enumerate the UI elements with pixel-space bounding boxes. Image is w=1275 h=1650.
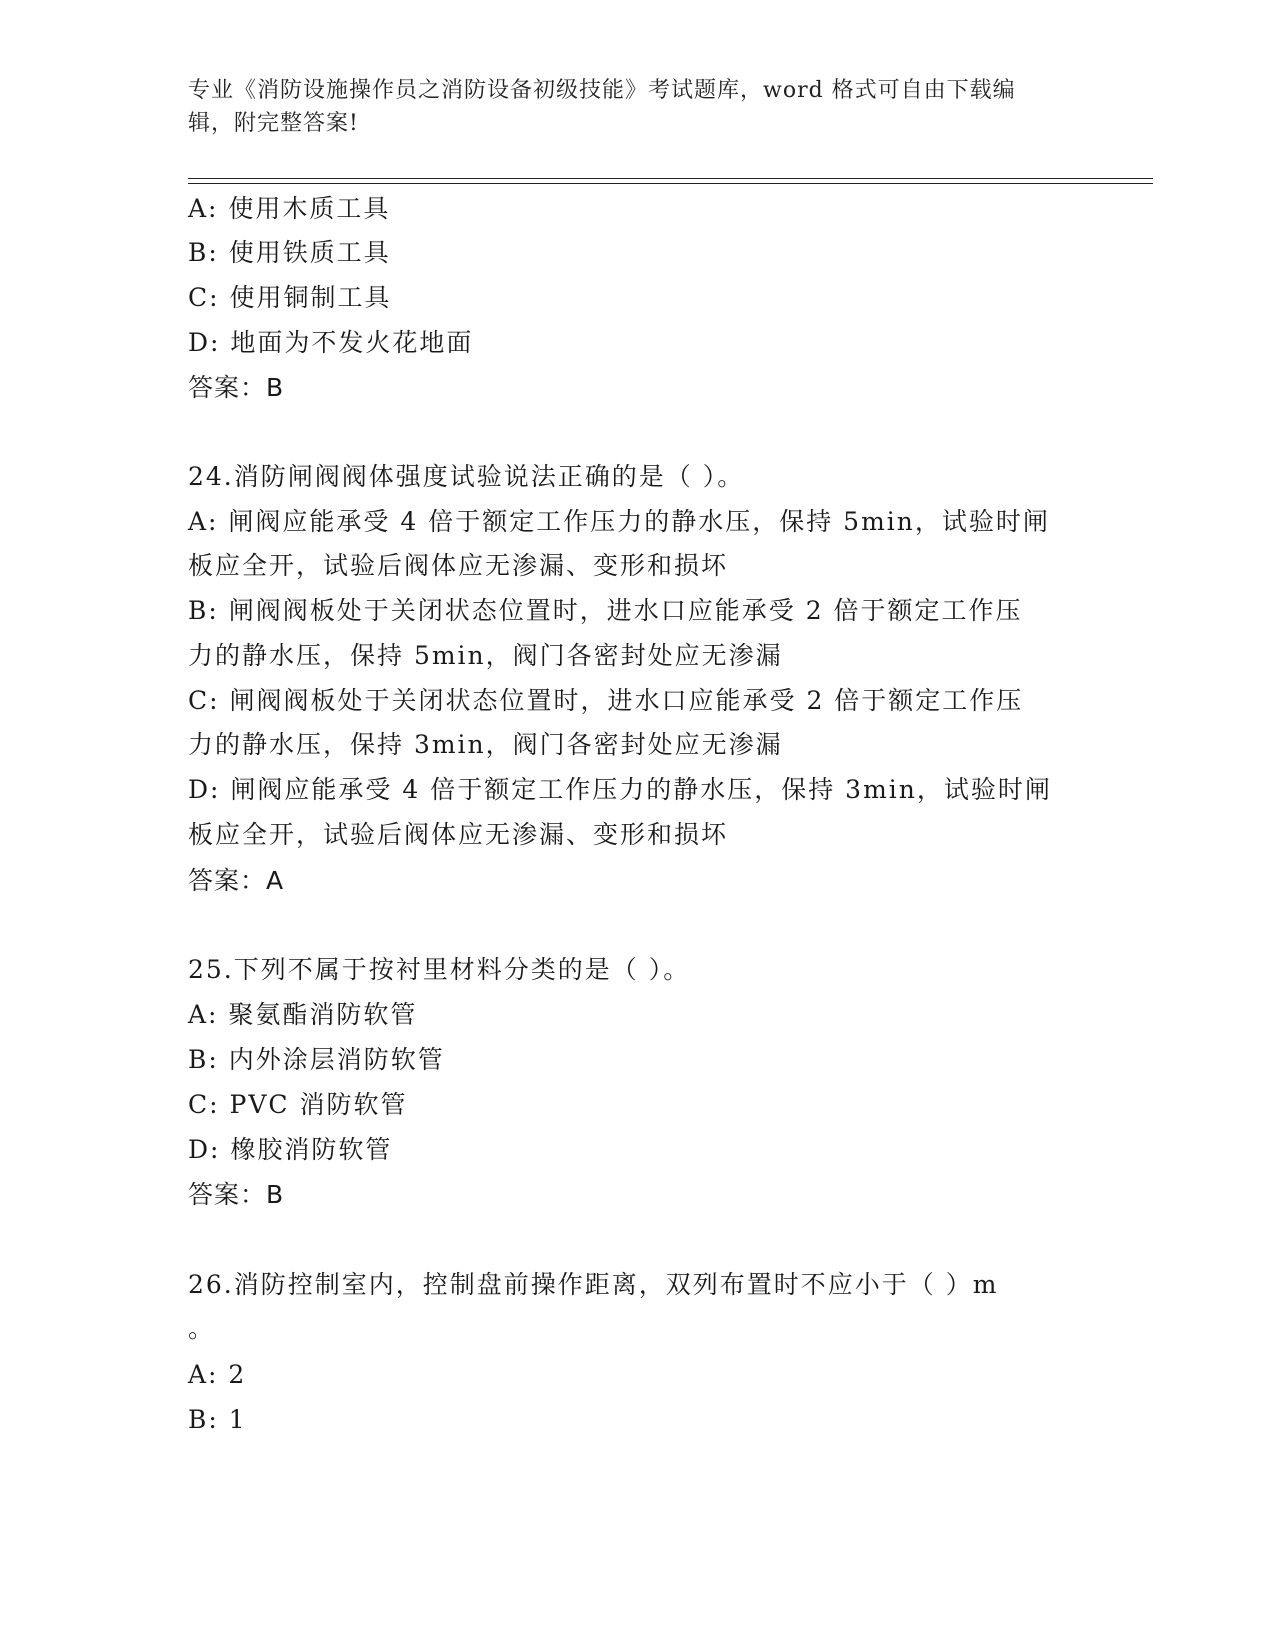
q24-option-a-line-2: 板应全开，试验后阀体应无渗漏、变形和损坏 (188, 551, 729, 580)
q25-question: 25.下列不属于按衬里材料分类的是（ ）。 (188, 955, 691, 984)
q23-option-a: A: 使用木质工具 (188, 194, 391, 223)
header-title-line-2: 辑，附完整答案! (188, 111, 359, 136)
q26-question-line-2: 。 (188, 1314, 216, 1343)
q24-option-d-line-1: D: 闸阀应能承受 4 倍于额定工作压力的静水压，保持 3min，试验时闸 (188, 775, 1052, 804)
header-divider-top (188, 178, 1153, 179)
q24-option-d-line-2: 板应全开，试验后阀体应无渗漏、变形和损坏 (188, 820, 729, 849)
q24-option-a-line-1: A: 闸阀应能承受 4 倍于额定工作压力的静水压，保持 5min，试验时闸 (188, 507, 1050, 536)
q23-answer: 答案：B (188, 373, 285, 402)
q24-option-c-line-2: 力的静水压，保持 3min，阀门各密封处应无渗漏 (188, 730, 783, 759)
q23-option-c: C: 使用铜制工具 (188, 283, 392, 312)
header-title-line-1: 专业《消防设施操作员之消防设备初级技能》考试题库，word 格式可自由下载编 (188, 78, 1016, 103)
document-header (188, 74, 1088, 140)
q24-option-b-line-1: B: 闸阀阀板处于关闭状态位置时，进水口应能承受 2 倍于额定工作压 (188, 596, 1023, 625)
q24-option-b-line-2: 力的静水压，保持 5min，阀门各密封处应无渗漏 (188, 641, 783, 670)
q23-option-b: B: 使用铁质工具 (188, 238, 391, 267)
q25-answer: 答案：B (188, 1180, 285, 1209)
q26-question-line-1: 26.消防控制室内，控制盘前操作距离，双列布置时不应小于（ ）m (188, 1270, 999, 1299)
q26-option-a: A: 2 (188, 1360, 247, 1389)
header-divider-bottom (188, 183, 1153, 184)
q25-option-d: D: 橡胶消防软管 (188, 1135, 393, 1164)
q24-answer: 答案：A (188, 866, 285, 895)
q24-question: 24.消防闸阀阀体强度试验说法正确的是（ ）。 (188, 462, 745, 491)
q24-option-c-line-1: C: 闸阀阀板处于关闭状态位置时，进水口应能承受 2 倍于额定工作压 (188, 686, 1024, 715)
q25-option-a: A: 聚氨酯消防软管 (188, 1000, 418, 1029)
q26-option-b: B: 1 (188, 1405, 247, 1434)
q25-option-b: B: 内外涂层消防软管 (188, 1045, 445, 1074)
q23-option-d: D: 地面为不发火花地面 (188, 328, 474, 357)
q25-option-c: C: PVC 消防软管 (188, 1090, 408, 1119)
